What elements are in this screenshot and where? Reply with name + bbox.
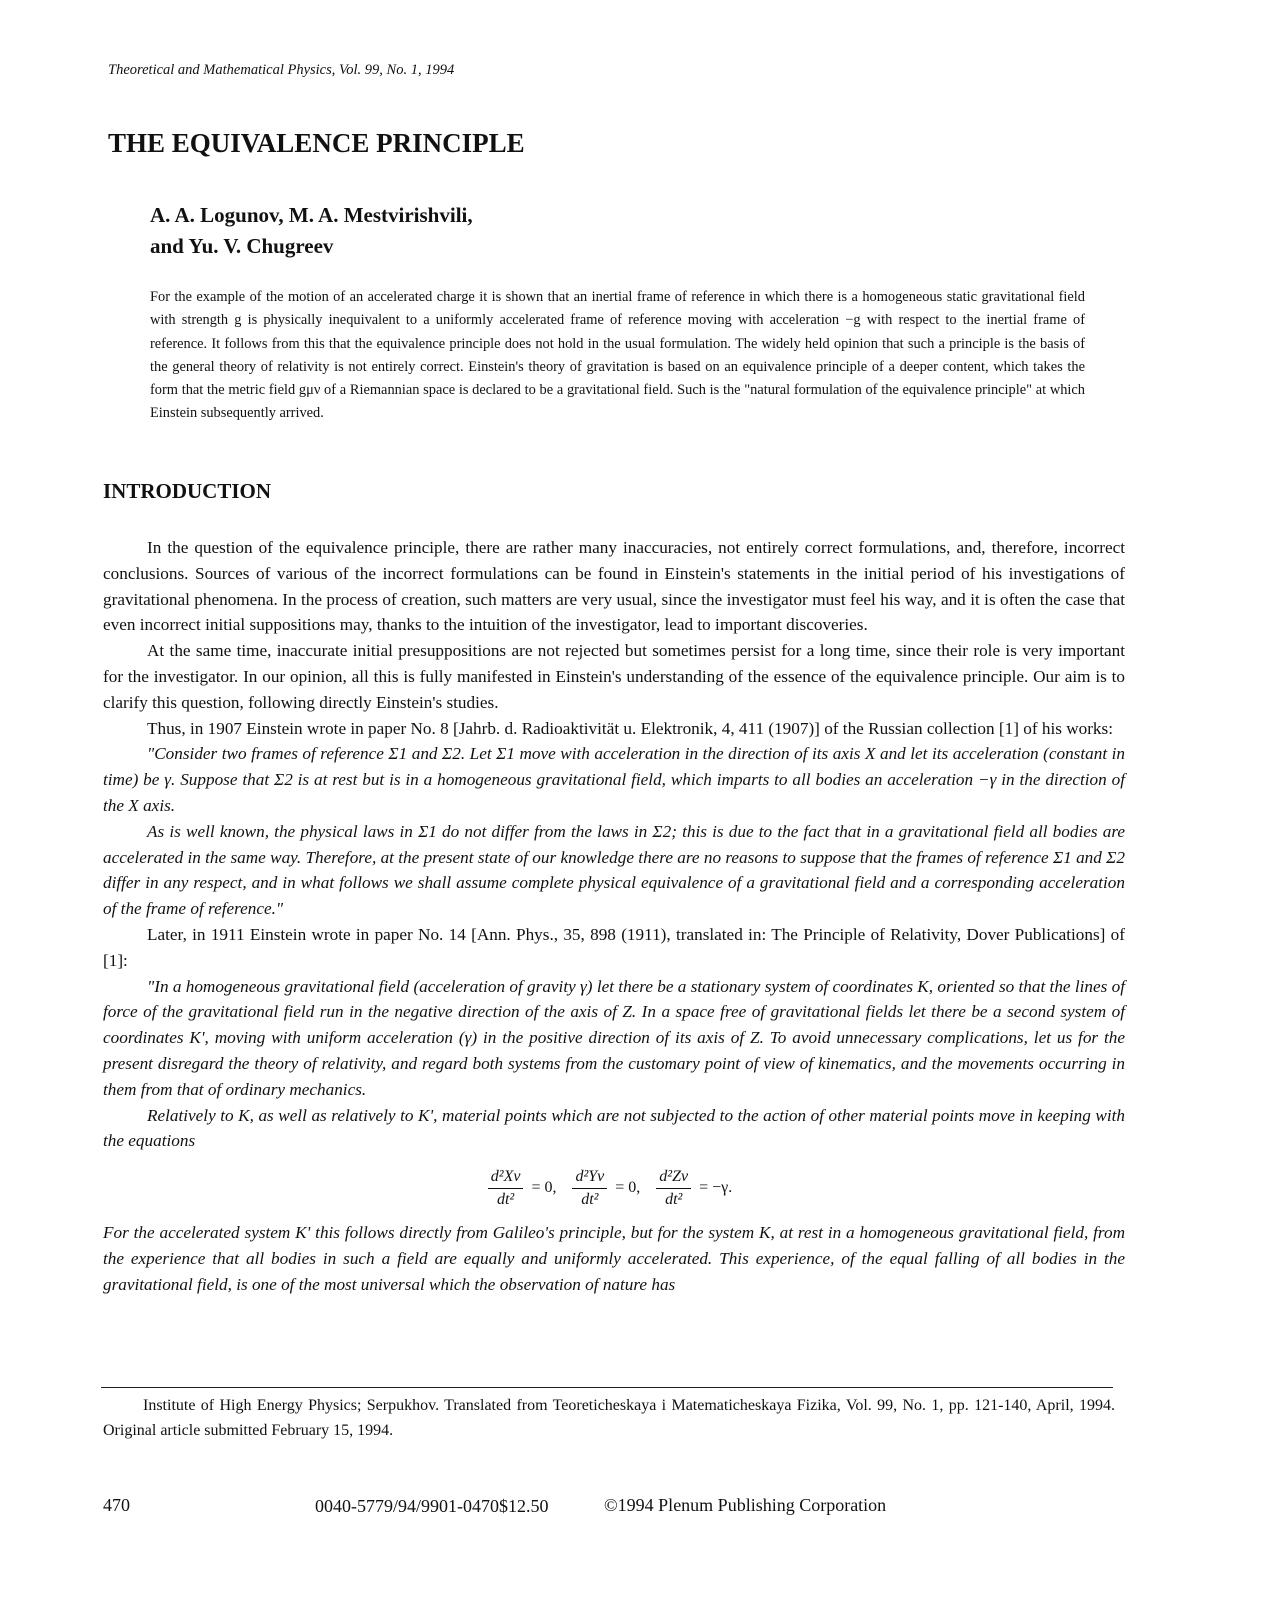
article-title: THE EQUIVALENCE PRINCIPLE (108, 128, 525, 158)
footnote-divider (101, 1387, 1113, 1388)
quotation-paragraph: "In a homogeneous gravitational field (acceleration of gravity γ) let there be a stationary system of coordinates K, oriented so that the lines of force of the gravitational field run in the negative direction of the axis of Z. In a space free of gravitational fields let there be a second system of coordinates K', moving with uniform acceleration (γ) in the positive direction of its axis of Z. To avoid unnecessary complications, let us for the present disregard the theory of relativity, and regard both systems from the customary point of view of kinematics, and the movements occurring in them from that of ordinary mechanics. (103, 976, 1125, 1099)
body-text (103, 535, 1125, 1298)
article-code: 0040-5779/94/9901-0470$12.50 (315, 1496, 549, 1516)
equation-rhs: = 0, (531, 1179, 557, 1197)
paragraph: In the question of the equivalence principle, there are rather many inaccuracies, not entirely correct formulations, and, therefore, incorrect conclusions. Sources of various of the incorrect formulations can be found in Einstein's statements in the initial period of his investigations of gravitational phenomena. In the process of creation, such matters are very usual, since the investigator must feel his way, and it is often the case that even incorrect initial suppositions may, thanks to the intuition of the investigator, lead to important discoveries. (103, 538, 1125, 635)
author-list (150, 200, 473, 262)
fraction-denominator: dt² (581, 1190, 599, 1208)
fraction-denominator: dt² (665, 1190, 683, 1208)
equation-rhs: = −γ. (699, 1179, 733, 1197)
paragraph: Later, in 1911 Einstein wrote in paper No. 14 [Ann. Phys., 35, 898 (1911), translated in: The Principle of Relativity, Dover Publications] of [1]: (103, 924, 1125, 970)
page-number: 470 (103, 1495, 130, 1515)
paragraph: At the same time, inaccurate initial presuppositions are not rejected but sometimes persist for a long time, since their role is very important for the investigator. In our opinion, all this is fully manifested in Einstein's understanding of the essence of the equivalence principle. Our aim is to clarify this question, following directly Einstein's studies. (103, 641, 1125, 712)
fraction-numerator: d²Zν (656, 1167, 691, 1189)
paragraph: Thus, in 1907 Einstein wrote in paper No. 8 [Jahrb. d. Radioaktivität u. Elektronik, 4, 411 (1907)] of the Russian collection [1] of his works: (147, 718, 1113, 738)
abstract: For the example of the motion of an accelerated charge it is shown that an inertial frame of reference in which there is a homogeneous static gravitational field with strength g is physically inequivalent to a uniformly accelerated frame of reference moving with acceleration −g with respect to the inertial frame of reference. It follows from this that the equivalence principle does not hold in the usual formulation. The widely held opinion that such a principle is the basis of the general theory of relativity is not entirely correct. Einstein's theory of gravitation is based on an equivalence principle of a deeper content, which takes the form that the metric field gμν of a Riemannian space is declared to be a gravitational field. Such is the "natural formulation of the equivalence principle" at which Einstein subsequently arrived. (150, 289, 1085, 422)
fraction-y (572, 1167, 607, 1210)
authors-line-1: A. A. Logunov, M. A. Mestvirishvili, (150, 203, 473, 227)
equation-rhs: = 0, (615, 1179, 641, 1197)
footnote-text: Institute of High Energy Physics; Serpukhov. Translated from Teoreticheskaya i Matematicheskaya Fizika, Vol. 99, No. 1, pp. 121-140, April, 1994. Original article submitted February 15, 1994. (103, 1397, 1115, 1439)
equation (103, 1162, 1125, 1214)
section-heading: INTRODUCTION (103, 479, 272, 503)
fraction-denominator: dt² (496, 1190, 515, 1208)
fraction-x (488, 1167, 524, 1210)
footnote (103, 1393, 1115, 1443)
quotation-paragraph: As is well known, the physical laws in Σ1 do not differ from the laws in Σ2; this is due to the fact that in a gravitational field all bodies are accelerated in the same way. Therefore, at the present state of our knowledge there are no reasons to suppose that the frames of reference Σ1 and Σ2 differ in any respect, and in what follows we shall assume complete physical equivalence of a gravitational field and a corresponding acceleration of the frame of reference." (103, 821, 1125, 919)
quotation-paragraph: "Consider two frames of reference Σ1 and Σ2. Let Σ1 move with acceleration in the direction of its axis X and let its acceleration (constant in time) be γ. Suppose that Σ2 is at rest but is in a homogeneous gravitational field, which imparts to all bodies an acceleration −γ in the direction of the X axis. (103, 744, 1125, 815)
fraction-numerator: d²Yν (572, 1167, 607, 1189)
authors-line-2: and Yu. V. Chugreev (150, 234, 334, 258)
fraction-numerator: d²Xν (488, 1167, 524, 1189)
journal-header: Theoretical and Mathematical Physics, Vol. 99, No. 1, 1994 (108, 62, 455, 78)
quotation-paragraph: Relatively to K, as well as relatively to K', material points which are not subjected to the action of other material points move in keeping with the equations (103, 1105, 1125, 1151)
quotation-paragraph: For the accelerated system K' this follows directly from Galileo's principle, but for the system K, at rest in a homogeneous gravitational field, from the experience that all bodies in such a field are equally and uniformly accelerated. This experience, of the equal falling of all bodies in the gravitational field, is one of the most universal which the observation of nature has (103, 1223, 1125, 1294)
fraction-z (656, 1167, 691, 1210)
copyright-notice: ©1994 Plenum Publishing Corporation (604, 1495, 887, 1515)
